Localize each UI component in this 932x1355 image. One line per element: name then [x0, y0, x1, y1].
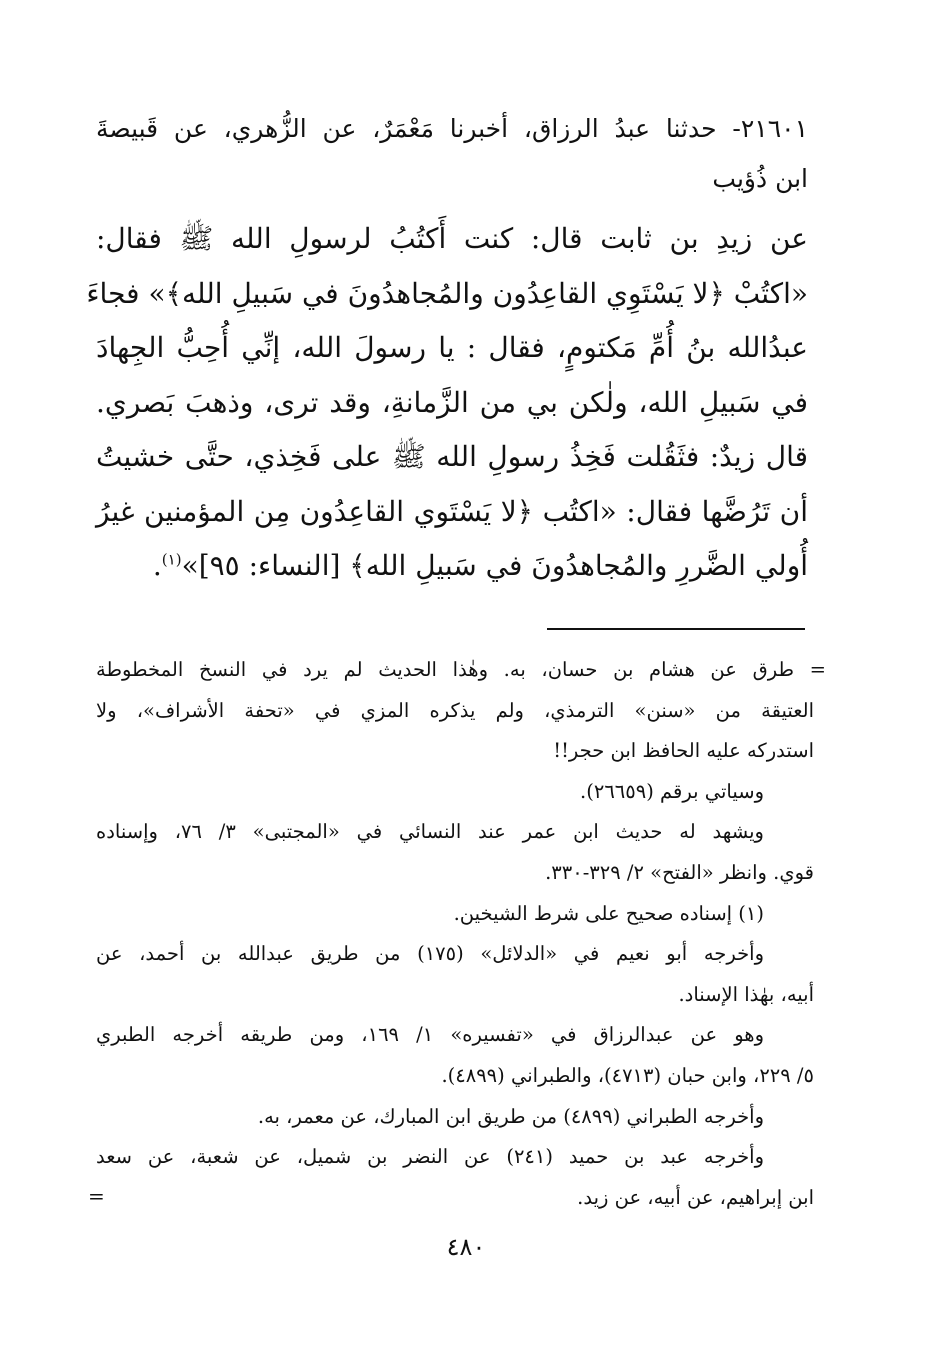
- page-number: ٤٨٠: [446, 1233, 486, 1261]
- footnote-line: ويشهد له حديث ابن عمر عند النسائي في «المجتبى» ٣/ ٧٦، وإسناده: [96, 820, 764, 844]
- footnote-line: أبيه، بهٰذا الإسناد.: [678, 982, 814, 1006]
- matn-line: في سَبيلِ الله، ولٰكن بي من الزَّمانةِ، وقد ترى، وذهبَ بَصري.: [96, 385, 808, 419]
- isnad-line: ابن ذُؤيب: [712, 164, 808, 193]
- footnote-line: ٥/ ٢٢٩، وابن حبان (٤٧١٣)، والطبراني (٤٨٩٩).: [441, 1063, 814, 1087]
- footnote-line: وأخرجه عبد بن حميد (٢٤١) عن النضر بن شميل، عن شعبة، عن سعد: [96, 1145, 764, 1169]
- continuation-mark: =: [88, 1184, 105, 1208]
- footnote-reference: (١): [161, 550, 182, 569]
- hadith-isnad: [96, 104, 808, 204]
- footnote-line: ابن إبراهيم، عن أبيه، عن زيد.: [577, 1185, 814, 1209]
- matn-last-text: أُولي الضَّررِ والمُجاهدُونَ في سَبيلِ الله﴾ [النساء: ٩٥]»: [181, 549, 808, 582]
- matn-line: «اكتُبْ ﴿لا يَسْتَوِي القاعِدُون والمُجاهدُونَ في سَبيلِ الله﴾» فجاءَ: [86, 276, 808, 310]
- matn-line: قال زيدٌ: فثَقُلت فَخِذُ رسولِ الله ﷺ على فَخِذي، حتَّى خشيتُ: [96, 440, 808, 473]
- footnote-separator: [547, 628, 805, 630]
- footnote-line: العتيقة من «سنن» الترمذي، ولم يذكره المزي في «تحفة الأشراف»، ولا: [96, 698, 814, 722]
- footnote-line: = طرق عن هشام بن حسان، به. وهٰذا الحديث لم يرد في النسخ المخطوطة: [96, 658, 826, 681]
- hadith-matn: [86, 212, 808, 594]
- matn-line: عبدُالله بنُ أُمِّ مَكتومٍ، فقال : يا رسولَ الله، إنِّي أُحِبُّ الجِهادَ: [96, 331, 808, 364]
- matn-end-punctuation: .: [152, 549, 162, 582]
- matn-last-line: [96, 539, 808, 594]
- matn-line: أن تَرُضَّها فقال: «اكتُب ﴿لا يَسْتَوي القاعِدُون مِن المؤمنين غيرُ: [96, 494, 808, 528]
- footnote-line: استدركه عليه الحافظ ابن حجر!!: [553, 739, 814, 763]
- footnote-line: وسياتي برقم (٢٦٦٥٩).: [580, 779, 764, 803]
- footnote-1-line: (١) إسناده صحيح على شرط الشيخين.: [453, 901, 764, 925]
- footnote-line: قوي. وانظر «الفتح» ٢/ ٣٢٩-٣٣٠.: [545, 860, 814, 884]
- footnote-line: وأخرجه الطبراني (٤٨٩٩) من طريق ابن المبارك، عن معمر، به.: [257, 1104, 764, 1128]
- footnote-line: وهو عن عبدالرزاق في «تفسيره» ١/ ١٦٩، ومن طريقه أخرجه الطبري: [96, 1023, 764, 1047]
- footnotes: [96, 650, 826, 1218]
- footnote-line: وأخرجه أبو نعيم في «الدلائل» (١٧٥) من طريق عبدالله بن أحمد، عن: [96, 942, 765, 966]
- matn-line: عن زيدِ بن ثابت قال: كنت أَكتُبُ لرسولِ الله ﷺ فقال:: [96, 222, 808, 255]
- isnad-line: ٢١٦٠١- حدثنا عبدُ الرزاق، أخبرنا مَعْمَرٌ، عن الزُّهري، عن قَبيصةَ: [96, 114, 808, 143]
